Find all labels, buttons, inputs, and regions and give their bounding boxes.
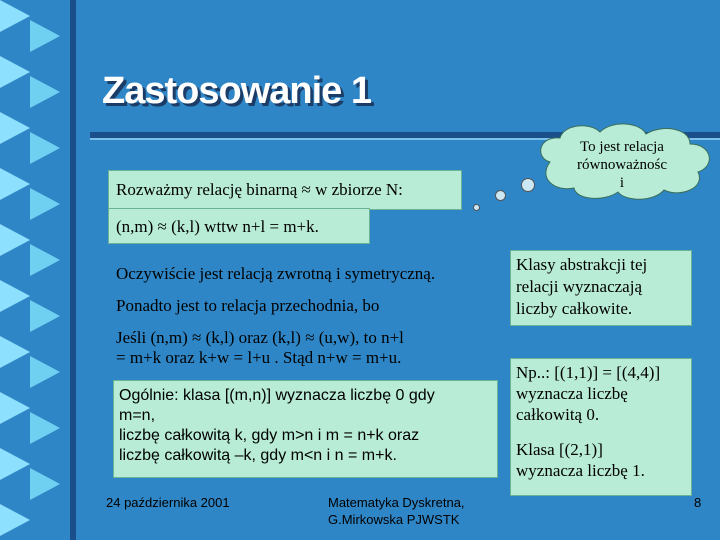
left-decoration bbox=[0, 0, 80, 540]
general-line: Ogólnie: klasa [(m,n)] wyznacza liczbę 0 gdy bbox=[119, 387, 435, 404]
relation-def-text: (n,m) ≈ (k,l) wttw n+l = m+k. bbox=[116, 217, 319, 236]
cloud-text bbox=[560, 138, 684, 192]
chevron-decoration bbox=[0, 112, 30, 144]
abstract-line: liczby całkowite. bbox=[516, 299, 633, 318]
main-line: Ponadto jest to relacja przechodnia, bo bbox=[116, 296, 380, 315]
example-text bbox=[516, 362, 660, 481]
main-line: = m+k oraz k+w = l+u . Stąd n+w = m+u. bbox=[116, 348, 402, 367]
chevron-decoration bbox=[0, 336, 30, 368]
cloud-bubble-large bbox=[521, 178, 535, 192]
footer-course bbox=[328, 494, 465, 528]
relation-intro-text: Rozważmy relację binarną ≈ w zbiorze N: bbox=[116, 180, 403, 199]
chevron-decoration bbox=[30, 300, 60, 332]
left-column-bar bbox=[70, 0, 76, 540]
chevron-decoration bbox=[0, 392, 30, 424]
main-line: Oczywiście jest relacją zwrotną i symetryczną. bbox=[116, 264, 436, 283]
abstract-line: relacji wyznaczają bbox=[516, 277, 642, 296]
general-text bbox=[119, 386, 435, 466]
example-line: wyznacza liczbę 1. bbox=[516, 461, 645, 480]
chevron-decoration bbox=[30, 132, 60, 164]
page-number: 8 bbox=[694, 495, 702, 510]
example-line: wyznacza liczbę bbox=[516, 384, 628, 403]
example-line: całkowitą 0. bbox=[516, 405, 600, 424]
example-line: Np..: [(1,1)] = [(4,4)] bbox=[516, 363, 661, 382]
chevron-decoration bbox=[30, 468, 60, 500]
slide-title: Zastosowanie 1 bbox=[102, 70, 371, 112]
chevron-decoration bbox=[0, 168, 30, 200]
cloud-line: równoważnośc bbox=[577, 157, 667, 173]
chevron-decoration bbox=[30, 76, 60, 108]
cloud-bubble-medium bbox=[495, 190, 506, 201]
chevron-decoration bbox=[0, 504, 30, 536]
cloud-line: To jest relacja bbox=[580, 139, 664, 155]
main-line: Jeśli (n,m) ≈ (k,l) oraz (k,l) ≈ (u,w), to n+l bbox=[116, 328, 404, 347]
chevron-decoration bbox=[0, 56, 30, 88]
cloud-line: i bbox=[619, 175, 625, 191]
abstract-line: Klasy abstrakcji tej bbox=[516, 255, 648, 274]
chevron-decoration bbox=[30, 356, 60, 388]
footer-date: 24 października 2001 bbox=[106, 495, 230, 510]
example-spacer bbox=[516, 425, 660, 439]
abstract-classes-text bbox=[516, 254, 647, 320]
chevron-decoration bbox=[0, 224, 30, 256]
chevron-decoration bbox=[30, 244, 60, 276]
example-line: Klasa [(2,1)] bbox=[516, 440, 603, 459]
chevron-decoration bbox=[30, 188, 60, 220]
chevron-decoration bbox=[0, 280, 30, 312]
cloud-bubble-small bbox=[473, 204, 480, 211]
chevron-decoration bbox=[30, 412, 60, 444]
footer-course-line: G.Mirkowska PJWSTK bbox=[328, 512, 460, 527]
general-line: m=n, bbox=[119, 407, 156, 424]
chevron-decoration bbox=[30, 20, 60, 52]
chevron-decoration bbox=[0, 0, 30, 32]
general-line: liczbę całkowitą k, gdy m>n i m = n+k oraz bbox=[119, 427, 420, 444]
general-line: liczbę całkowitą –k, gdy m<n i n = m+k. bbox=[119, 447, 397, 464]
footer-course-line: Matematyka Dyskretna, bbox=[328, 495, 465, 510]
chevron-decoration bbox=[0, 448, 30, 480]
